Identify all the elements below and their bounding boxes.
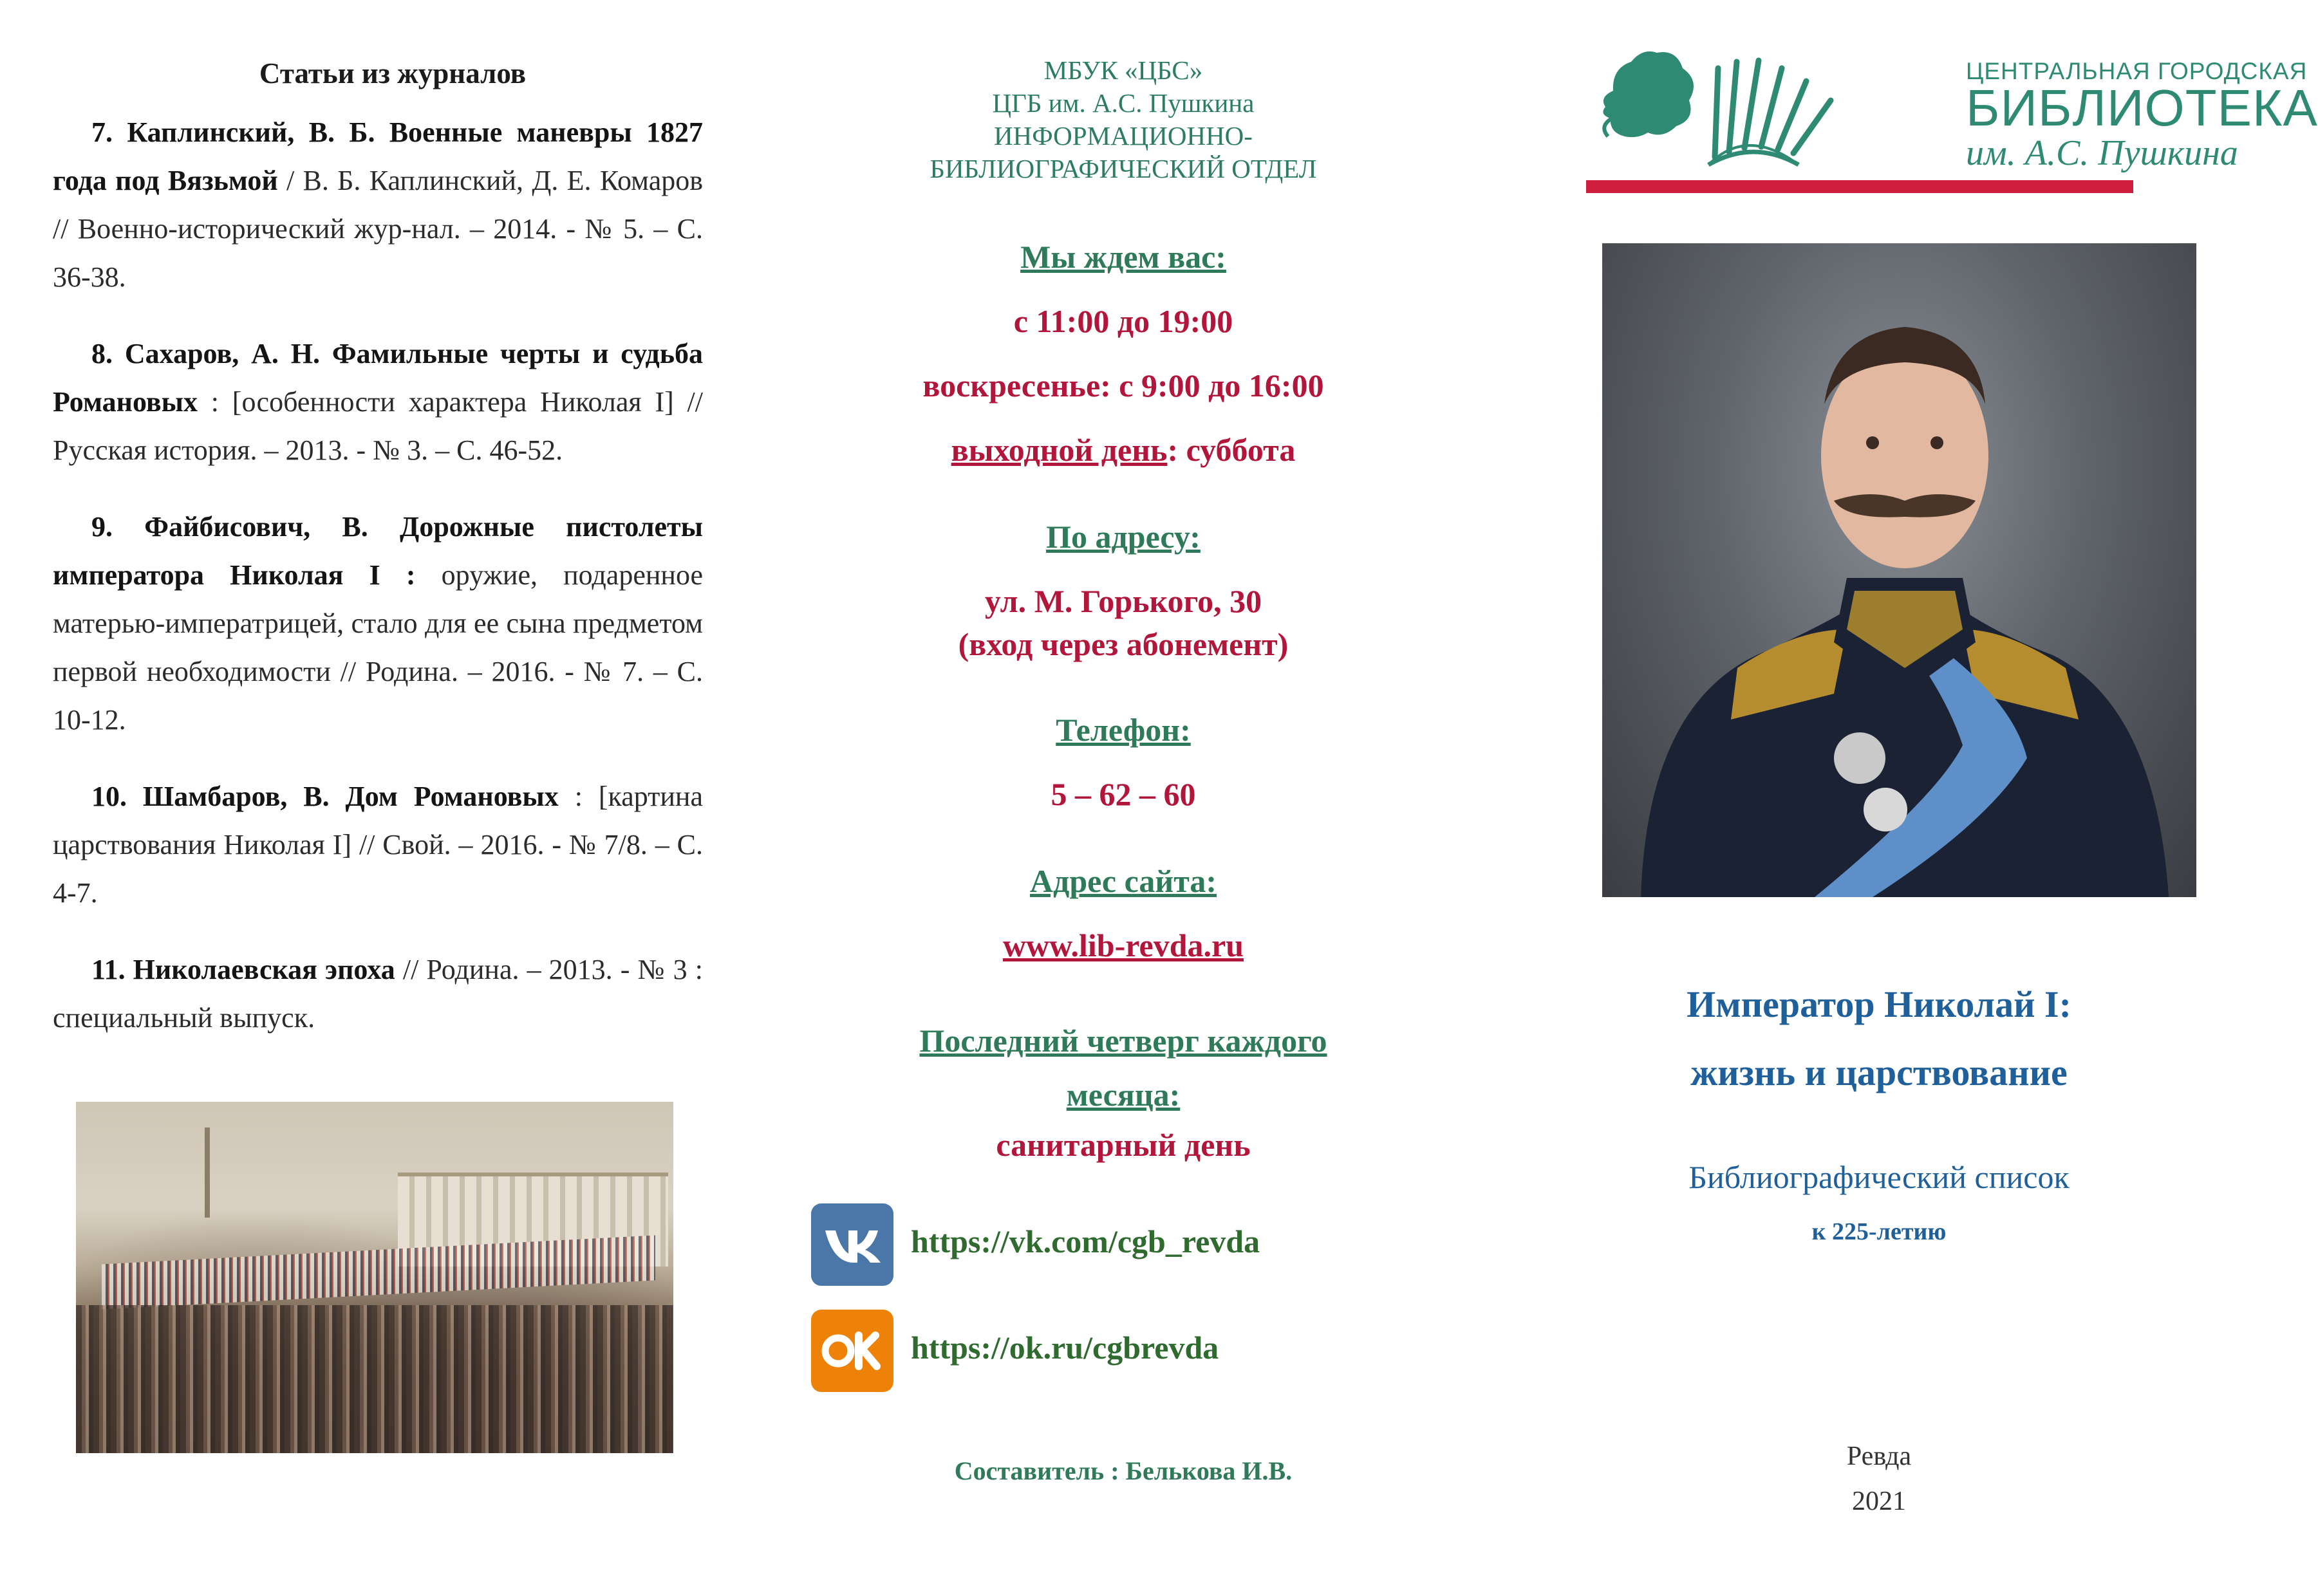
address-heading: По адресу:	[1046, 519, 1201, 555]
day-off-value: : суббота	[1167, 432, 1296, 468]
ok-link[interactable]: https://ok.ru/cgbrevda	[911, 1330, 1219, 1366]
reference-title: 7. Каплинский, В. Б. Военные маневры 1827 года под Вязьмой	[53, 116, 703, 196]
reference-details: оружие, подаренное матерью-императрицей, стало для ее сына предметом первой необходимости // Родина. – 2016. - № 7. – С. 10-12.	[53, 559, 704, 736]
reference-item	[53, 503, 703, 744]
sanitary-day: санитарный день	[996, 1127, 1251, 1163]
brochure-title	[1500, 970, 2258, 1107]
day-off	[747, 431, 1500, 469]
imprint	[1500, 1434, 2258, 1524]
hours-weekday: с 11:00 до 19:00	[1013, 303, 1233, 339]
reference-item	[53, 772, 703, 917]
parade-painting-image	[76, 1102, 673, 1453]
site-heading: Адрес сайта:	[1029, 863, 1217, 899]
middle-panel	[747, 0, 1500, 1596]
anniversary-note: к 225-летию	[1811, 1218, 1947, 1245]
crowd-shape	[76, 1305, 673, 1453]
city-name: Ревда	[1846, 1442, 1912, 1471]
troops-shape	[102, 1235, 655, 1309]
org-line: БИБЛИОГРАФИЧЕСКИЙ ОТДЕЛ	[930, 154, 1317, 183]
title-line: жизнь и царствование	[1690, 1052, 2068, 1093]
brochure-subtitle: Библиографический список	[1688, 1159, 2070, 1195]
org-line: МБУК «ЦБС»	[1043, 55, 1203, 85]
reference-title: 11. Николаевская эпоха	[91, 954, 395, 985]
reference-item	[53, 945, 703, 1042]
reference-details: / В. Б. Каплинский, Д. Е. Комаров // Военно-исторический жур-нал. – 2014. - № 5. – С. 36-38.	[53, 165, 703, 293]
org-name	[747, 54, 1500, 185]
emperor-portrait-image	[1602, 243, 2196, 897]
reference-item	[53, 108, 703, 301]
org-line: ЦГБ им. А.С. Пушкина	[992, 88, 1255, 118]
sanitary-heading-line: Последний четверг каждого	[919, 1023, 1327, 1059]
sanitary-heading	[747, 1014, 1500, 1122]
section-heading: Статьи из журналов	[259, 57, 527, 89]
reference-details: // Родина. – 2013. - № 3 : специальный выпуск.	[53, 954, 703, 1034]
address-note: (вход через абонемент)	[958, 626, 1289, 662]
reference-details: : [картина царствования Николая I] // Свой. – 2016. - № 7/8. – С. 4-7.	[53, 781, 703, 909]
hours-heading: Мы ждем вас:	[1020, 239, 1226, 275]
address-line: ул. М. Горького, 30	[984, 583, 1262, 619]
site-link[interactable]: www.lib-revda.ru	[1002, 927, 1244, 963]
reference-title: 9. Файбисович, В. Дорожные пистолеты императора Николая I :	[53, 511, 703, 591]
logo-text-line2: БИБЛИОТЕКА	[1966, 79, 2318, 136]
reference-details: : [особенности характера Николая I] // Русская история. – 2013. - № 3. – С. 46-52.	[53, 386, 703, 466]
logo-underline-bar	[1586, 180, 2133, 193]
phone-number: 5 – 62 – 60	[1051, 776, 1196, 812]
reference-title: 8. Сахаров, А. Н. Фамильные черты и судьба Романовых	[53, 338, 703, 418]
title-line: Император Николай I:	[1687, 983, 2071, 1025]
sanitary-heading-line: месяца:	[1066, 1077, 1181, 1113]
logo-text-line3: им. А.С. Пушкина	[1966, 133, 2238, 173]
left-panel	[0, 0, 747, 1596]
day-off-label: выходной день	[951, 432, 1168, 468]
odnoklassniki-logo-icon[interactable]	[811, 1310, 893, 1392]
hours-sunday: воскресенье: с 9:00 до 16:00	[922, 367, 1324, 404]
portrait-illustration	[1602, 243, 2196, 897]
org-line: ИНФОРМАЦИОННО-	[994, 121, 1253, 151]
phone-heading: Телефон:	[1056, 712, 1191, 748]
library-logo	[1586, 42, 2318, 203]
site-row	[747, 927, 1500, 964]
vk-link[interactable]: https://vk.com/cgb_revda	[911, 1223, 1260, 1259]
spire-shape	[205, 1127, 210, 1218]
reference-title: 10. Шамбаров, В. Дом Романовых	[91, 781, 559, 812]
reference-item	[53, 329, 703, 474]
vk-logo-icon[interactable]	[811, 1203, 893, 1286]
logo-text-line1: ЦЕНТРАЛЬНАЯ ГОРОДСКАЯ	[1966, 58, 2308, 84]
right-panel	[1500, 0, 2318, 1596]
compiler-credit: Составитель : Белькова И.В.	[954, 1456, 1293, 1485]
publication-year: 2021	[1852, 1487, 1906, 1516]
reference-list	[53, 108, 703, 1054]
pushkin-book-logo-icon	[1586, 42, 1882, 178]
